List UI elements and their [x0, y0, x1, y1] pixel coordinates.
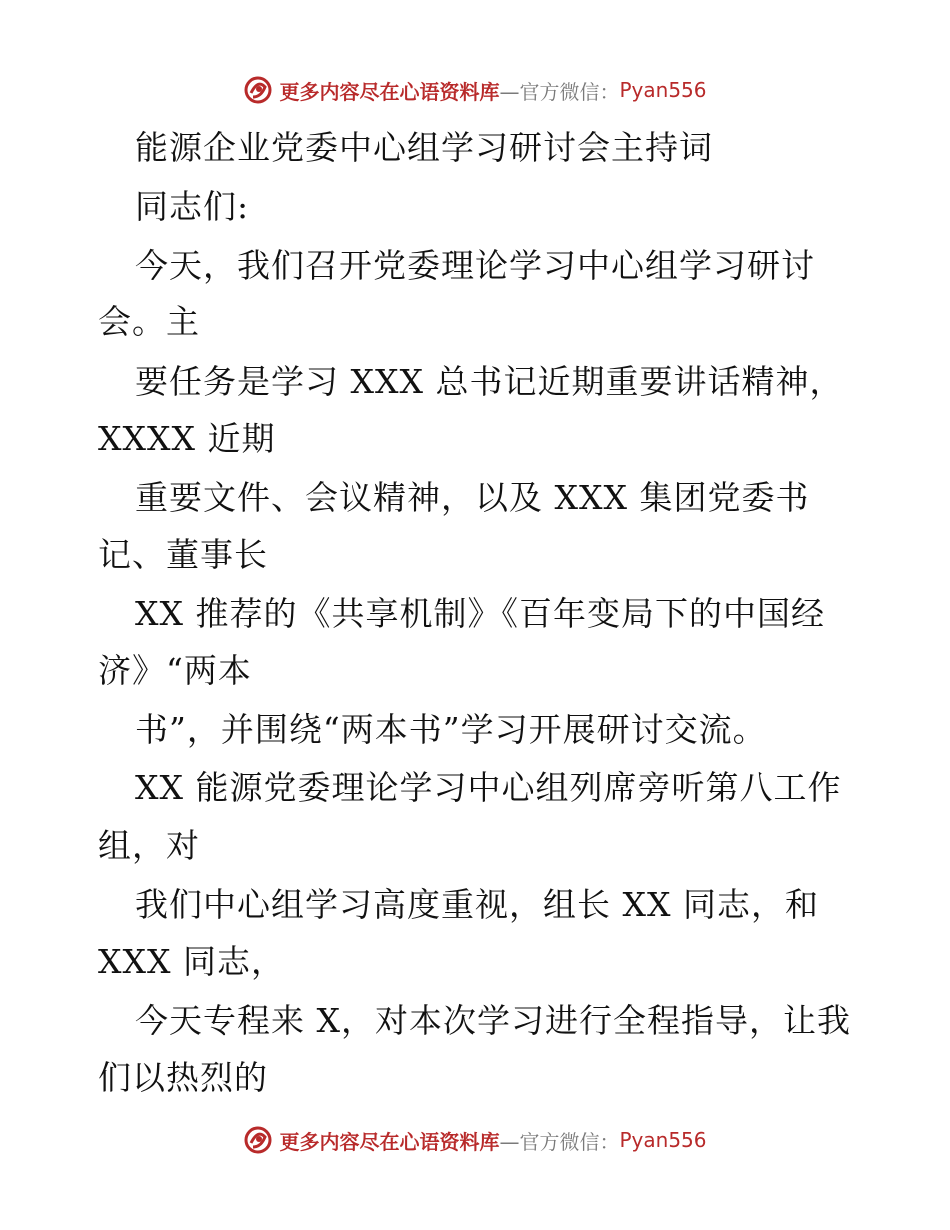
doc-line: 重要文件、会议精神，以及 XXX 集团党委书: [135, 478, 810, 517]
banner-text-wechat-label: —官方微信：: [499, 79, 620, 104]
doc-line: 组，对: [98, 826, 200, 865]
doc-line: XXX 同志，: [98, 942, 285, 981]
doc-line: XX 能源党委理论学习中心组列席旁听第八工作: [135, 768, 842, 807]
doc-line: XXXX 近期: [98, 419, 276, 458]
doc-line-salutation: 同志们:: [135, 187, 250, 226]
doc-line: 今天，我们召开党委理论学习中心组学习研讨: [135, 246, 815, 285]
doc-line: 书”，并围绕“两本书”学习开展研讨交流。: [135, 710, 767, 749]
red-swirl-logo-icon: [243, 1125, 273, 1155]
header-banner: [0, 70, 950, 110]
doc-line: 今天专程来 X，对本次学习进行全程指导，让我: [135, 1001, 851, 1040]
banner-text-wechat-id: Pyan556: [619, 1128, 707, 1152]
footer-banner: [0, 1120, 950, 1160]
doc-line: 记、董事长: [98, 535, 268, 574]
banner-text-main: 更多内容尽在心语资料库: [279, 1129, 500, 1154]
doc-line: 我们中心组学习高度重视，组长 XX 同志，和: [135, 885, 819, 924]
doc-line: 们以热烈的: [98, 1058, 268, 1097]
doc-line: 会。主: [98, 302, 200, 341]
doc-line: XX 推荐的《共享机制》《百年变局下的中国经: [135, 594, 825, 633]
document-title: 能源企业党委中心组学习研讨会主持词: [135, 128, 713, 167]
doc-line: 济》“两本: [98, 651, 252, 690]
red-swirl-logo-icon: [243, 75, 273, 105]
doc-line: 要任务是学习 XXX 总书记近期重要讲话精神，: [135, 362, 844, 401]
banner-text-main: 更多内容尽在心语资料库: [279, 79, 500, 104]
banner-text-wechat-id: Pyan556: [619, 78, 707, 102]
banner-text-wechat-label: —官方微信：: [499, 1129, 620, 1154]
